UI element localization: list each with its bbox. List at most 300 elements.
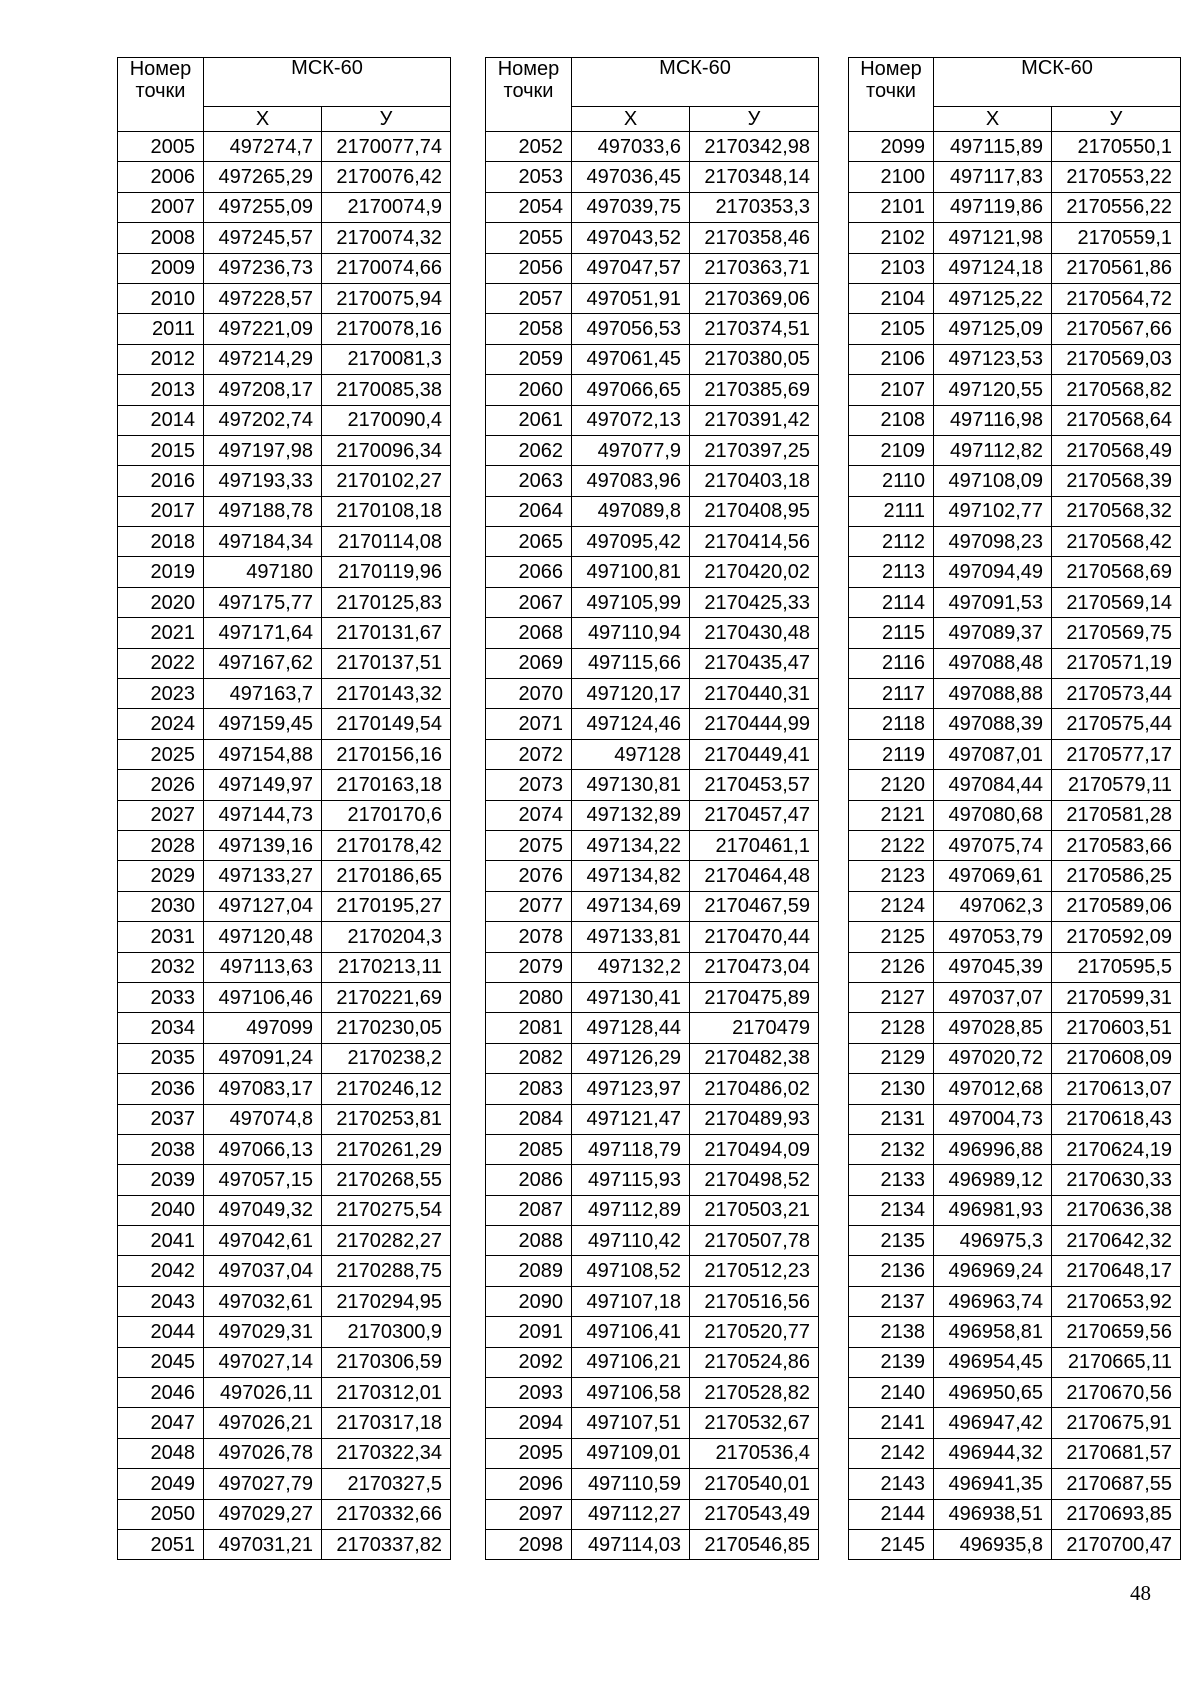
y-coordinate-cell: 2170561,86: [1052, 253, 1181, 283]
point-number-cell: 2031: [118, 922, 204, 952]
y-coordinate-cell: 2170213,11: [322, 952, 451, 982]
table-row: [849, 1256, 1181, 1286]
table-row: [486, 1195, 819, 1225]
y-coordinate-cell: 2170579,11: [1052, 770, 1181, 800]
table-row: [118, 830, 451, 860]
point-number-cell: 2080: [486, 982, 572, 1012]
x-coordinate-cell: 497074,8: [204, 1104, 322, 1134]
y-coordinate-cell: 2170397,25: [690, 435, 819, 465]
point-number-cell: 2043: [118, 1286, 204, 1316]
y-coordinate-cell: 2170693,85: [1052, 1499, 1181, 1529]
table-row: [118, 344, 451, 374]
point-number-cell: 2050: [118, 1499, 204, 1529]
y-coordinate-cell: 2170540,01: [690, 1469, 819, 1499]
y-coordinate-cell: 2170489,93: [690, 1104, 819, 1134]
y-coordinate-cell: 2170546,85: [690, 1529, 819, 1559]
x-coordinate-cell: 497026,21: [204, 1408, 322, 1438]
y-coordinate-cell: 2170675,91: [1052, 1408, 1181, 1438]
point-number-cell: 2099: [849, 132, 934, 162]
point-number-cell: 2008: [118, 223, 204, 253]
point-number-cell: 2033: [118, 982, 204, 1012]
table-row: [486, 1347, 819, 1377]
y-coordinate-cell: 2170230,05: [322, 1013, 451, 1043]
x-coordinate-cell: 496935,8: [934, 1529, 1052, 1559]
x-coordinate-cell: 497171,64: [204, 618, 322, 648]
point-number-cell: 2072: [486, 739, 572, 769]
point-number-cell: 2111: [849, 496, 934, 526]
x-coordinate-cell: 497032,61: [204, 1286, 322, 1316]
table-row: [486, 800, 819, 830]
y-coordinate-cell: 2170589,06: [1052, 891, 1181, 921]
x-coordinate-cell: 497110,94: [572, 618, 690, 648]
y-coordinate-cell: 2170131,67: [322, 618, 451, 648]
page-number: 48: [1130, 1581, 1151, 1605]
table-row: [486, 982, 819, 1012]
x-coordinate-cell: 497119,86: [934, 192, 1052, 222]
y-coordinate-cell: 2170085,38: [322, 375, 451, 405]
x-coordinate-cell: 497106,58: [572, 1378, 690, 1408]
point-number-cell: 2079: [486, 952, 572, 982]
table-row: [486, 618, 819, 648]
y-coordinate-cell: 2170479: [690, 1013, 819, 1043]
y-coordinate-cell: 2170550,1: [1052, 132, 1181, 162]
table-row: [849, 1134, 1181, 1164]
y-coordinate-cell: 2170568,82: [1052, 375, 1181, 405]
x-coordinate-cell: 497221,09: [204, 314, 322, 344]
x-coordinate-cell: 497091,24: [204, 1043, 322, 1073]
point-number-cell: 2077: [486, 891, 572, 921]
y-coordinate-cell: 2170464,48: [690, 861, 819, 891]
x-coordinate-cell: 497075,74: [934, 830, 1052, 860]
point-number-cell: 2143: [849, 1469, 934, 1499]
point-number-cell: 2055: [486, 223, 572, 253]
point-number-cell: 2126: [849, 952, 934, 982]
x-coordinate-cell: 497214,29: [204, 344, 322, 374]
x-coordinate-cell: 497132,2: [572, 952, 690, 982]
table-row: [486, 1134, 819, 1164]
y-coordinate-cell: 2170568,64: [1052, 405, 1181, 435]
table-row: [118, 648, 451, 678]
x-coordinate-cell: 496954,45: [934, 1347, 1052, 1377]
table-row: [118, 314, 451, 344]
point-number-cell: 2085: [486, 1134, 572, 1164]
y-coordinate-cell: 2170559,1: [1052, 223, 1181, 253]
table-row: [118, 618, 451, 648]
point-number-cell: 2071: [486, 709, 572, 739]
x-coordinate-cell: 497083,96: [572, 466, 690, 496]
point-number-cell: 2142: [849, 1438, 934, 1468]
x-coordinate-cell: 497132,89: [572, 800, 690, 830]
y-column-header: У: [690, 107, 819, 132]
table-row: [849, 405, 1181, 435]
y-coordinate-cell: 2170137,51: [322, 648, 451, 678]
table-row: [118, 800, 451, 830]
table-row: [849, 861, 1181, 891]
table-row: [486, 709, 819, 739]
point-number-cell: 2062: [486, 435, 572, 465]
x-coordinate-cell: 497084,44: [934, 770, 1052, 800]
point-number-cell: 2100: [849, 162, 934, 192]
table-row: [118, 1469, 451, 1499]
table-row: [849, 587, 1181, 617]
y-coordinate-cell: 2170648,17: [1052, 1256, 1181, 1286]
x-coordinate-cell: 497128: [572, 739, 690, 769]
x-coordinate-cell: 497120,55: [934, 375, 1052, 405]
x-coordinate-cell: 497144,73: [204, 800, 322, 830]
y-coordinate-cell: 2170568,32: [1052, 496, 1181, 526]
x-coordinate-cell: 497126,29: [572, 1043, 690, 1073]
x-coordinate-cell: 497088,39: [934, 709, 1052, 739]
table-row: [849, 618, 1181, 648]
table-row: [486, 283, 819, 313]
y-coordinate-cell: 2170569,14: [1052, 587, 1181, 617]
y-coordinate-cell: 2170149,54: [322, 709, 451, 739]
point-number-cell: 2144: [849, 1499, 934, 1529]
x-coordinate-cell: 497123,97: [572, 1074, 690, 1104]
x-coordinate-cell: 497163,7: [204, 679, 322, 709]
table-row: [486, 344, 819, 374]
table-row: [118, 1286, 451, 1316]
x-coordinate-cell: 497108,52: [572, 1256, 690, 1286]
y-coordinate-cell: 2170470,44: [690, 922, 819, 952]
y-coordinate-cell: 2170332,66: [322, 1499, 451, 1529]
y-coordinate-cell: 2170659,56: [1052, 1317, 1181, 1347]
table-row: [486, 1104, 819, 1134]
table-row: [849, 1043, 1181, 1073]
table-row: [118, 223, 451, 253]
table-row: [849, 1408, 1181, 1438]
table-row: [486, 1256, 819, 1286]
table-row: [849, 527, 1181, 557]
point-number-cell: 2086: [486, 1165, 572, 1195]
point-number-cell: 2116: [849, 648, 934, 678]
x-coordinate-cell: 497112,89: [572, 1195, 690, 1225]
point-number-cell: 2029: [118, 861, 204, 891]
x-coordinate-cell: 496981,93: [934, 1195, 1052, 1225]
table-row: [118, 162, 451, 192]
y-coordinate-cell: 2170592,09: [1052, 922, 1181, 952]
point-number-cell: 2118: [849, 709, 934, 739]
x-coordinate-cell: 497265,29: [204, 162, 322, 192]
x-coordinate-cell: 497056,53: [572, 314, 690, 344]
point-number-cell: 2038: [118, 1134, 204, 1164]
x-coordinate-cell: 497107,18: [572, 1286, 690, 1316]
y-coordinate-cell: 2170577,17: [1052, 739, 1181, 769]
y-coordinate-cell: 2170306,59: [322, 1347, 451, 1377]
table-row: [118, 405, 451, 435]
y-coordinate-cell: 2170564,72: [1052, 283, 1181, 313]
x-coordinate-cell: 497039,75: [572, 192, 690, 222]
point-number-cell: 2068: [486, 618, 572, 648]
y-coordinate-cell: 2170475,89: [690, 982, 819, 1012]
x-coordinate-cell: 497088,48: [934, 648, 1052, 678]
point-number-cell: 2113: [849, 557, 934, 587]
coordinate-table-2: [485, 57, 819, 1560]
x-coordinate-cell: 497047,57: [572, 253, 690, 283]
point-number-cell: 2135: [849, 1226, 934, 1256]
y-coordinate-cell: 2170294,95: [322, 1286, 451, 1316]
table-row: [118, 922, 451, 952]
table-row: [486, 1529, 819, 1559]
y-coordinate-cell: 2170385,69: [690, 375, 819, 405]
table-row: [486, 648, 819, 678]
x-coordinate-cell: 497108,09: [934, 466, 1052, 496]
x-coordinate-cell: 497029,31: [204, 1317, 322, 1347]
y-coordinate-cell: 2170391,42: [690, 405, 819, 435]
point-number-cell: 2066: [486, 557, 572, 587]
y-coordinate-cell: 2170435,47: [690, 648, 819, 678]
table-row: [849, 800, 1181, 830]
y-coordinate-cell: 2170288,75: [322, 1256, 451, 1286]
table-row: [849, 223, 1181, 253]
x-coordinate-cell: 497094,49: [934, 557, 1052, 587]
y-coordinate-cell: 2170569,03: [1052, 344, 1181, 374]
table-row: [118, 557, 451, 587]
x-coordinate-cell: 497036,45: [572, 162, 690, 192]
x-coordinate-cell: 497130,41: [572, 982, 690, 1012]
point-number-cell: 2028: [118, 830, 204, 860]
x-coordinate-cell: 497083,17: [204, 1074, 322, 1104]
y-coordinate-cell: 2170348,14: [690, 162, 819, 192]
point-number-cell: 2110: [849, 466, 934, 496]
point-number-cell: 2069: [486, 648, 572, 678]
x-coordinate-cell: 497175,77: [204, 587, 322, 617]
coordinate-system-header: МСК-60: [572, 58, 819, 107]
table-row: [849, 1165, 1181, 1195]
x-column-header: Х: [572, 107, 690, 132]
y-coordinate-cell: 2170461,1: [690, 830, 819, 860]
y-coordinate-cell: 2170090,4: [322, 405, 451, 435]
table-body: [849, 132, 1181, 1560]
point-number-cell: 2060: [486, 375, 572, 405]
point-number-cell: 2006: [118, 162, 204, 192]
y-coordinate-cell: 2170599,31: [1052, 982, 1181, 1012]
y-coordinate-cell: 2170170,6: [322, 800, 451, 830]
y-coordinate-cell: 2170575,44: [1052, 709, 1181, 739]
point-number-cell: 2139: [849, 1347, 934, 1377]
x-coordinate-cell: 497095,42: [572, 527, 690, 557]
point-number-cell: 2124: [849, 891, 934, 921]
y-coordinate-cell: 2170473,04: [690, 952, 819, 982]
table-row: [118, 861, 451, 891]
table-row: [486, 830, 819, 860]
x-coordinate-cell: 497134,69: [572, 891, 690, 921]
x-coordinate-cell: 496996,88: [934, 1134, 1052, 1164]
x-coordinate-cell: 497051,91: [572, 283, 690, 313]
y-coordinate-cell: 2170630,33: [1052, 1165, 1181, 1195]
table-row: [849, 1286, 1181, 1316]
point-number-cell: 2081: [486, 1013, 572, 1043]
y-column-header: У: [1052, 107, 1181, 132]
y-coordinate-cell: 2170553,22: [1052, 162, 1181, 192]
point-number-cell: 2092: [486, 1347, 572, 1377]
y-coordinate-cell: 2170078,16: [322, 314, 451, 344]
table-row: [849, 709, 1181, 739]
point-number-cell: 2120: [849, 770, 934, 800]
y-coordinate-cell: 2170342,98: [690, 132, 819, 162]
table-row: [486, 1043, 819, 1073]
table-row: [849, 375, 1181, 405]
point-number-cell: 2011: [118, 314, 204, 344]
table-row: [486, 466, 819, 496]
point-number-cell: 2129: [849, 1043, 934, 1073]
point-number-cell: 2104: [849, 283, 934, 313]
x-coordinate-cell: 497107,51: [572, 1408, 690, 1438]
point-number-cell: 2025: [118, 739, 204, 769]
x-coordinate-cell: 497087,01: [934, 739, 1052, 769]
y-coordinate-cell: 2170282,27: [322, 1226, 451, 1256]
x-coordinate-cell: 497128,44: [572, 1013, 690, 1043]
x-coordinate-cell: 497062,3: [934, 891, 1052, 921]
point-number-cell: 2091: [486, 1317, 572, 1347]
y-coordinate-cell: 2170353,3: [690, 192, 819, 222]
point-number-header: Номер точки: [486, 58, 572, 132]
y-coordinate-cell: 2170507,78: [690, 1226, 819, 1256]
table-row: [486, 253, 819, 283]
table-row: [118, 253, 451, 283]
x-coordinate-cell: 497125,09: [934, 314, 1052, 344]
x-coordinate-cell: 497033,6: [572, 132, 690, 162]
point-number-cell: 2051: [118, 1529, 204, 1559]
point-number-cell: 2089: [486, 1256, 572, 1286]
point-number-cell: 2084: [486, 1104, 572, 1134]
y-coordinate-cell: 2170449,41: [690, 739, 819, 769]
x-coordinate-cell: 496938,51: [934, 1499, 1052, 1529]
table-row: [118, 527, 451, 557]
table-row: [849, 1469, 1181, 1499]
y-coordinate-cell: 2170163,18: [322, 770, 451, 800]
table-row: [849, 1317, 1181, 1347]
point-number-cell: 2140: [849, 1378, 934, 1408]
x-coordinate-cell: 497193,33: [204, 466, 322, 496]
y-coordinate-cell: 2170568,42: [1052, 527, 1181, 557]
table-row: [118, 1347, 451, 1377]
table-row: [486, 587, 819, 617]
table-row: [118, 192, 451, 222]
table-row: [849, 162, 1181, 192]
table-row: [849, 132, 1181, 162]
y-coordinate-cell: 2170369,06: [690, 283, 819, 313]
point-number-cell: 2021: [118, 618, 204, 648]
y-coordinate-cell: 2170253,81: [322, 1104, 451, 1134]
table-row: [118, 1074, 451, 1104]
table-row: [849, 648, 1181, 678]
table-row: [118, 982, 451, 1012]
table-row: [118, 952, 451, 982]
x-coordinate-cell: 497115,89: [934, 132, 1052, 162]
x-coordinate-cell: 497121,98: [934, 223, 1052, 253]
table-row: [486, 405, 819, 435]
point-number-header: Номер точки: [118, 58, 204, 132]
x-coordinate-cell: 496941,35: [934, 1469, 1052, 1499]
point-number-header: Номер точки: [849, 58, 934, 132]
table-row: [486, 557, 819, 587]
y-coordinate-cell: 2170156,16: [322, 739, 451, 769]
point-number-cell: 2027: [118, 800, 204, 830]
y-coordinate-cell: 2170595,5: [1052, 952, 1181, 982]
point-number-cell: 2009: [118, 253, 204, 283]
x-coordinate-cell: 497098,23: [934, 527, 1052, 557]
y-coordinate-cell: 2170275,54: [322, 1195, 451, 1225]
y-coordinate-cell: 2170114,08: [322, 527, 451, 557]
point-number-cell: 2067: [486, 587, 572, 617]
table-row: [118, 770, 451, 800]
y-coordinate-cell: 2170569,75: [1052, 618, 1181, 648]
x-coordinate-cell: 497245,57: [204, 223, 322, 253]
y-coordinate-cell: 2170261,29: [322, 1134, 451, 1164]
point-number-cell: 2017: [118, 496, 204, 526]
point-number-cell: 2014: [118, 405, 204, 435]
point-number-cell: 2075: [486, 830, 572, 860]
y-coordinate-cell: 2170482,38: [690, 1043, 819, 1073]
point-number-cell: 2108: [849, 405, 934, 435]
y-coordinate-cell: 2170608,09: [1052, 1043, 1181, 1073]
table-row: [849, 1378, 1181, 1408]
table-row: [486, 679, 819, 709]
point-number-cell: 2048: [118, 1438, 204, 1468]
table-body: [118, 132, 451, 1560]
table-row: [849, 344, 1181, 374]
point-number-cell: 2103: [849, 253, 934, 283]
point-number-cell: 2042: [118, 1256, 204, 1286]
table-row: [849, 679, 1181, 709]
point-number-cell: 2093: [486, 1378, 572, 1408]
point-number-cell: 2005: [118, 132, 204, 162]
table-row: [849, 1499, 1181, 1529]
table-row: [849, 1226, 1181, 1256]
point-number-cell: 2056: [486, 253, 572, 283]
y-coordinate-cell: 2170528,82: [690, 1378, 819, 1408]
y-coordinate-cell: 2170204,3: [322, 922, 451, 952]
x-coordinate-cell: 497012,68: [934, 1074, 1052, 1104]
x-coordinate-cell: 497066,65: [572, 375, 690, 405]
x-coordinate-cell: 497045,39: [934, 952, 1052, 982]
x-coordinate-cell: 497139,16: [204, 830, 322, 860]
table-row: [118, 679, 451, 709]
x-coordinate-cell: 497109,01: [572, 1438, 690, 1468]
x-coordinate-cell: 497112,82: [934, 435, 1052, 465]
x-coordinate-cell: 497049,32: [204, 1195, 322, 1225]
table-row: [118, 891, 451, 921]
point-number-cell: 2112: [849, 527, 934, 557]
y-coordinate-cell: 2170312,01: [322, 1378, 451, 1408]
x-coordinate-cell: 497130,81: [572, 770, 690, 800]
table-row: [486, 1165, 819, 1195]
y-coordinate-cell: 2170074,66: [322, 253, 451, 283]
x-coordinate-cell: 497043,52: [572, 223, 690, 253]
y-coordinate-cell: 2170420,02: [690, 557, 819, 587]
x-coordinate-cell: 497110,42: [572, 1226, 690, 1256]
point-number-cell: 2095: [486, 1438, 572, 1468]
table-row: [118, 375, 451, 405]
x-coordinate-cell: 497228,57: [204, 283, 322, 313]
y-coordinate-cell: 2170512,23: [690, 1256, 819, 1286]
table-row: [849, 891, 1181, 921]
point-number-cell: 2107: [849, 375, 934, 405]
y-coordinate-cell: 2170317,18: [322, 1408, 451, 1438]
x-coordinate-cell: 497105,99: [572, 587, 690, 617]
y-coordinate-cell: 2170186,65: [322, 861, 451, 891]
table-row: [486, 1286, 819, 1316]
x-coordinate-cell: 497127,04: [204, 891, 322, 921]
x-coordinate-cell: 497027,79: [204, 1469, 322, 1499]
y-coordinate-cell: 2170363,71: [690, 253, 819, 283]
point-number-cell: 2087: [486, 1195, 572, 1225]
x-coordinate-cell: 497102,77: [934, 496, 1052, 526]
x-coordinate-cell: 497236,73: [204, 253, 322, 283]
point-number-cell: 2132: [849, 1134, 934, 1164]
point-number-cell: 2044: [118, 1317, 204, 1347]
